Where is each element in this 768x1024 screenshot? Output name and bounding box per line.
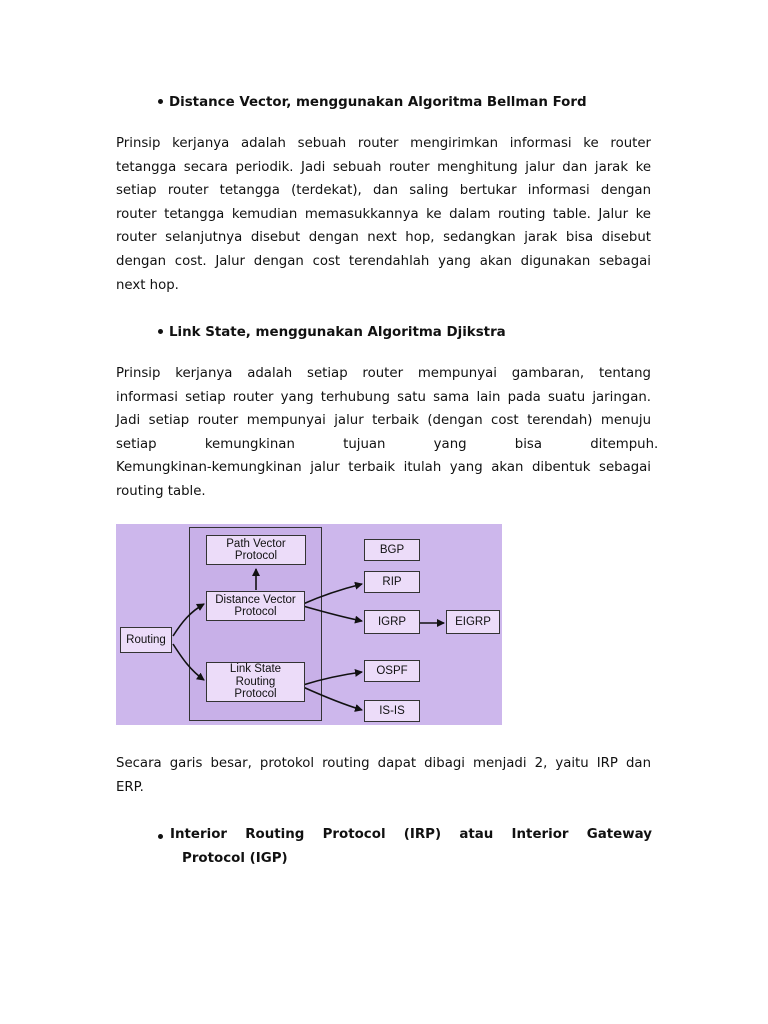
arrow-distance-vector-to-igrp <box>303 606 362 621</box>
link-state-box: Link State Routing Protocol <box>206 662 305 702</box>
rip-box: RIP <box>364 571 420 593</box>
text-line: setiap router tetangga (terdekat), dan saling bertukar informasi dengan <box>116 183 651 199</box>
eigrp-box: EIGRP <box>446 610 500 634</box>
arrow-routing-to-link-state <box>173 644 204 680</box>
paragraph-distance-vector <box>116 132 651 297</box>
text-line: Jadi setiap router mempunyai jalur terbaik (dengan cost terendah) menuju <box>116 413 651 429</box>
routing-box: Routing <box>120 627 172 653</box>
arrow-link-state-to-ospf <box>303 672 362 685</box>
text-line: Prinsip kerjanya adalah setiap router mempunyai gambaran, tentang <box>116 366 651 381</box>
path-vector-box: Path Vector Protocol <box>206 535 306 565</box>
text-line: routing table. <box>116 483 206 499</box>
text-line: router selanjutnya disebut dengan next hop, sedangkan jarak bisa disebut <box>116 230 651 246</box>
bullet-icon <box>158 99 163 104</box>
ospf-box: OSPF <box>364 660 420 682</box>
text-line: setiap kemungkinan tujuan yang bisa ditempuh. <box>116 436 659 452</box>
arrow-link-state-to-isis <box>303 687 362 710</box>
arrow-routing-to-distance-vector <box>173 604 204 636</box>
text-line: Kemungkinan-kemungkinan jalur terbaik itulah yang akan dibentuk sebagai <box>116 460 651 476</box>
text-line: Secara garis besar, protokol routing dapat dibagi menjadi 2, yaitu IRP dan <box>116 756 651 771</box>
bullet-icon <box>158 329 163 334</box>
igrp-box: IGRP <box>364 610 420 634</box>
text-line: dengan cost. Jalur dengan cost terendahlah yang akan digunakan sebagai <box>116 253 651 269</box>
distance-vector-box: Distance Vector Protocol <box>206 591 305 621</box>
heading-irp: Interior Routing Protocol (IRP) atau Interior Gateway Protocol (IGP) <box>170 827 652 866</box>
paragraph-link-state <box>116 362 659 504</box>
text-line: ERP. <box>116 779 144 795</box>
text-line: Prinsip kerjanya adalah sebuah router mengirimkan informasi ke router <box>116 136 651 151</box>
text-line: next hop. <box>116 277 179 293</box>
text-line: tetangga secara periodik. Jadi sebuah router menghitung jalur dan jarak ke <box>116 159 651 175</box>
text-line: informasi setiap router yang terhubung satu sama lain pada suatu jaringan. <box>116 389 651 405</box>
heading-link-state: Link State, menggunakan Algoritma Djikstra <box>158 321 506 345</box>
heading-distance-vector: Distance Vector, menggunakan Algoritma Bellman Ford <box>158 91 587 115</box>
isis-box: IS-IS <box>364 700 420 722</box>
routing-protocol-diagram <box>116 524 502 725</box>
paragraph-summary <box>116 752 651 799</box>
text-line: router tetangga kemudian memasukkannya ke dalam routing table. Jalur ke <box>116 206 651 222</box>
bgp-box: BGP <box>364 539 420 561</box>
diagram-arrows <box>116 524 502 725</box>
arrow-distance-vector-to-rip <box>303 584 362 604</box>
bullet-icon <box>158 834 163 839</box>
